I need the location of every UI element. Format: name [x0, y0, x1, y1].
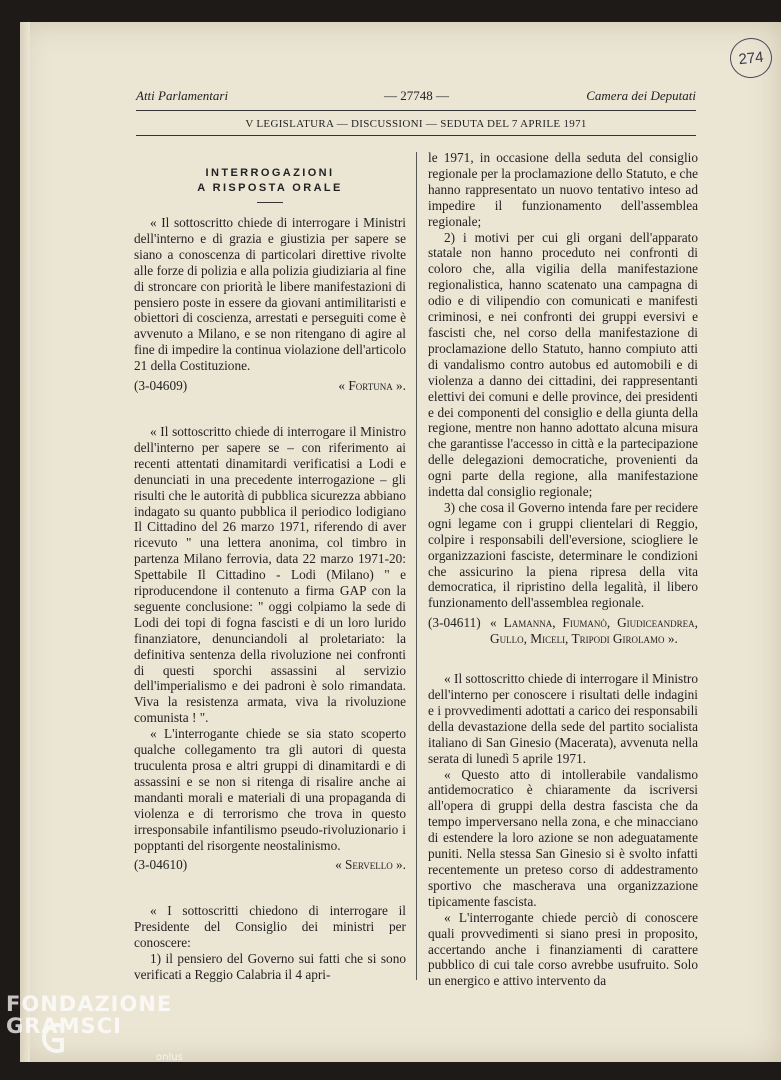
watermark-line2: GRAMSCI: [6, 1014, 122, 1038]
signature-row: [134, 857, 406, 873]
archive-watermark: [6, 992, 226, 1072]
interrogation-text: « Questo atto di intollerabile vandalismo antidemocratico è chiaramente da iscriversi all'opera di gruppi della destra fascista che da tempo imperversano nella zona, e che minacciano di estendere la loro azione se non adeguatamente puniti. Nella stessa San Ginesio si è svolto infatti recentemente un preteso corso di addestramento sportivo che mascherava una organizzazione tipicamente fascista.: [428, 766, 698, 909]
header-page-number: — 27748 —: [384, 88, 449, 103]
interrogation-signature: « Fortuna ».: [338, 378, 406, 394]
interrogation-signature: « Servello ».: [335, 857, 406, 873]
page-number-stamp: 274: [728, 36, 774, 80]
running-head: [136, 88, 696, 106]
right-column: [428, 150, 698, 989]
section-title-line2: A RISPOSTA ORALE: [197, 182, 343, 194]
heading-rule: [257, 202, 283, 203]
interrogation-text: 2) i motivi per cui gli organi dell'apparato statale non hanno proceduto nei confronti di coloro che, alla vigilia della manifestazione regionalistica, hanno scatenato una campagna di odio e di vilipendio con comunicati e manifesti criminosi, e nei confronti dei gruppi eversivi e fascisti che, nel corso della manifestazione di proclamazione dello Statuto, hanno compiuto atti di vandalismo contro autobus ed automobili e di violenza a danno dei cittadini, dei rappresentanti elettivi dei comuni e delle province, dei presidenti e dei componenti del consiglio e della giunta della regione, mentre non hanno adottato alcuna misura che garantisse l'accesso in città e la partecipazione delle delegazioni democratiche, provenienti da ogni parte della regione, alla manifestazione indetta dal consiglio regionale;: [428, 229, 698, 500]
section-title-line1: INTERROGAZIONI: [205, 167, 335, 179]
session-line: V LEGISLATURA — DISCUSSIONI — SEDUTA DEL 7 APRILE 1971: [245, 118, 587, 130]
signature-row: [134, 378, 406, 394]
page-edge: [20, 22, 30, 1062]
header-publication: Atti Parlamentari: [136, 88, 229, 103]
interrogation-text: le 1971, in occasione della seduta del consiglio regionale per la proclamazione dello Statuto, e che hanno rappresentato un nuovo tentativo inteso ad impedire il funzionamento dell'assemblea regionale;: [428, 150, 698, 229]
signature-row: [428, 615, 698, 647]
header-chamber: Camera dei Deputati: [586, 88, 696, 103]
watermark-suffix: onlus: [156, 1052, 183, 1063]
interrogation-text: « L'interrogante chiede se sia stato scoperto qualche collegamento tra gli autori di questa truculenta prosa e altri gruppi di dinamitardi e di assassini e se non si ritenga di risalire anche ai mandanti morali e materiali di una propaganda di violenza e di terrorismo che trova in questo irresponsabile infantilismo pseudo-rivoluzionario i popptanti del risorgente neostalinismo.: [134, 726, 406, 853]
interrogation-text: « Il sottoscritto chiede di interrogare il Ministro dell'interno per conoscere i risultati delle indagini e i provvedimenti adottati a carico dei responsabili della devastazione della sede del partito socialista italiano di San Ginesio (Macerata), avvenuta nella serata di lunedì 5 aprile 1971.: [428, 671, 698, 766]
interrogation-text: « Il sottoscritto chiede di interrogare il Ministro dell'interno per sapere se – con riferimento ai recenti attentati dinamitardi verificatisi a Lodi e denunciati in una precedente interrogazione – gli risulti che le autorità di pubblica sicurezza abbiano indagato su quanto pubblica il periodico lodigiano Il Cittadino del 26 marzo 1971, riferendo di aver ricevuto " una lettera anonima, col timbro in partenza Milano ferrovia, data 22 marzo 1971-20: Spettabile Il Cittadino - Lodi (Milano) " e riproducendone il contenuto a firma GAP con la seguente conclusione: " oggi colpiamo la sede di Lodi dei topi di fogna fascisti e di un loro lurido finanziatore, denunciandoli al proletariato: la definitiva sentenza della rivoluzione nei confronti di questi sporchi assassini al servizio dell'imperialismo e dei padroni è solo rimandata. Viva la resistenza armata, viva la rivoluzione comunista ! ".: [134, 423, 406, 726]
watermark-line1: FONDAZIONE: [6, 992, 173, 1016]
column-divider: [416, 152, 417, 980]
section-heading: [134, 166, 406, 196]
interrogation-code: (3-04611): [428, 615, 481, 631]
interrogation-code: (3-04609): [134, 378, 188, 394]
interrogation-text: « L'interrogante chiede perciò di conoscere quali provvedimenti si siano presi in proposito, accertando anche i finanziamenti di carattere pubblico di cui tale corso avrebbe usufruito. Solo un energico e attivo intervento da: [428, 909, 698, 989]
watermark-logo-icon: [36, 1018, 66, 1058]
header-rule-bottom: [136, 135, 696, 136]
interrogation-text: 3) che cosa il Governo intenda fare per recidere ogni legame con i gruppi clientelari di Reggio, colpire i responsabili dell'eversione, sciogliere le organizzazioni fasciste, determinare le condizioni che assicurino la piena ripresa della vita democratica, il ripristino della legalità, il libero funzionamento dell'assemblea regionale.: [428, 499, 698, 611]
interrogation-text: 1) il pensiero del Governo sui fatti che si sono verificati a Reggio Calabria il 4 apri-: [134, 951, 406, 982]
header-rule-top: [136, 110, 696, 111]
left-column: [134, 150, 406, 983]
interrogation-text: « I sottoscritti chiedono di interrogare il Presidente del Consiglio dei ministri per conoscere:: [134, 903, 406, 951]
interrogation-signature: « Lamanna, Fiumanò, Giudiceandrea, Gullo, Miceli, Tripodi Girolamo ».: [490, 615, 698, 647]
interrogation-text: « Il sottoscritto chiede di interrogare i Ministri dell'interno e di grazia e giustizia per sapere se siano a conoscenza di particolari direttive rivolte alle forze di polizia e alla polizia giudiziaria al fine di stroncare con priorità le libere manifestazioni di pensiero poste in essere da giovani antimilitaristi e obiettori di coscienza, arrestati e perseguiti come è avvenuto a Milano, e se non ritengano di agire al fine di impedire la continua violazione dell'articolo 21 della Costituzione.: [134, 215, 406, 374]
interrogation-code: (3-04610): [134, 857, 188, 873]
